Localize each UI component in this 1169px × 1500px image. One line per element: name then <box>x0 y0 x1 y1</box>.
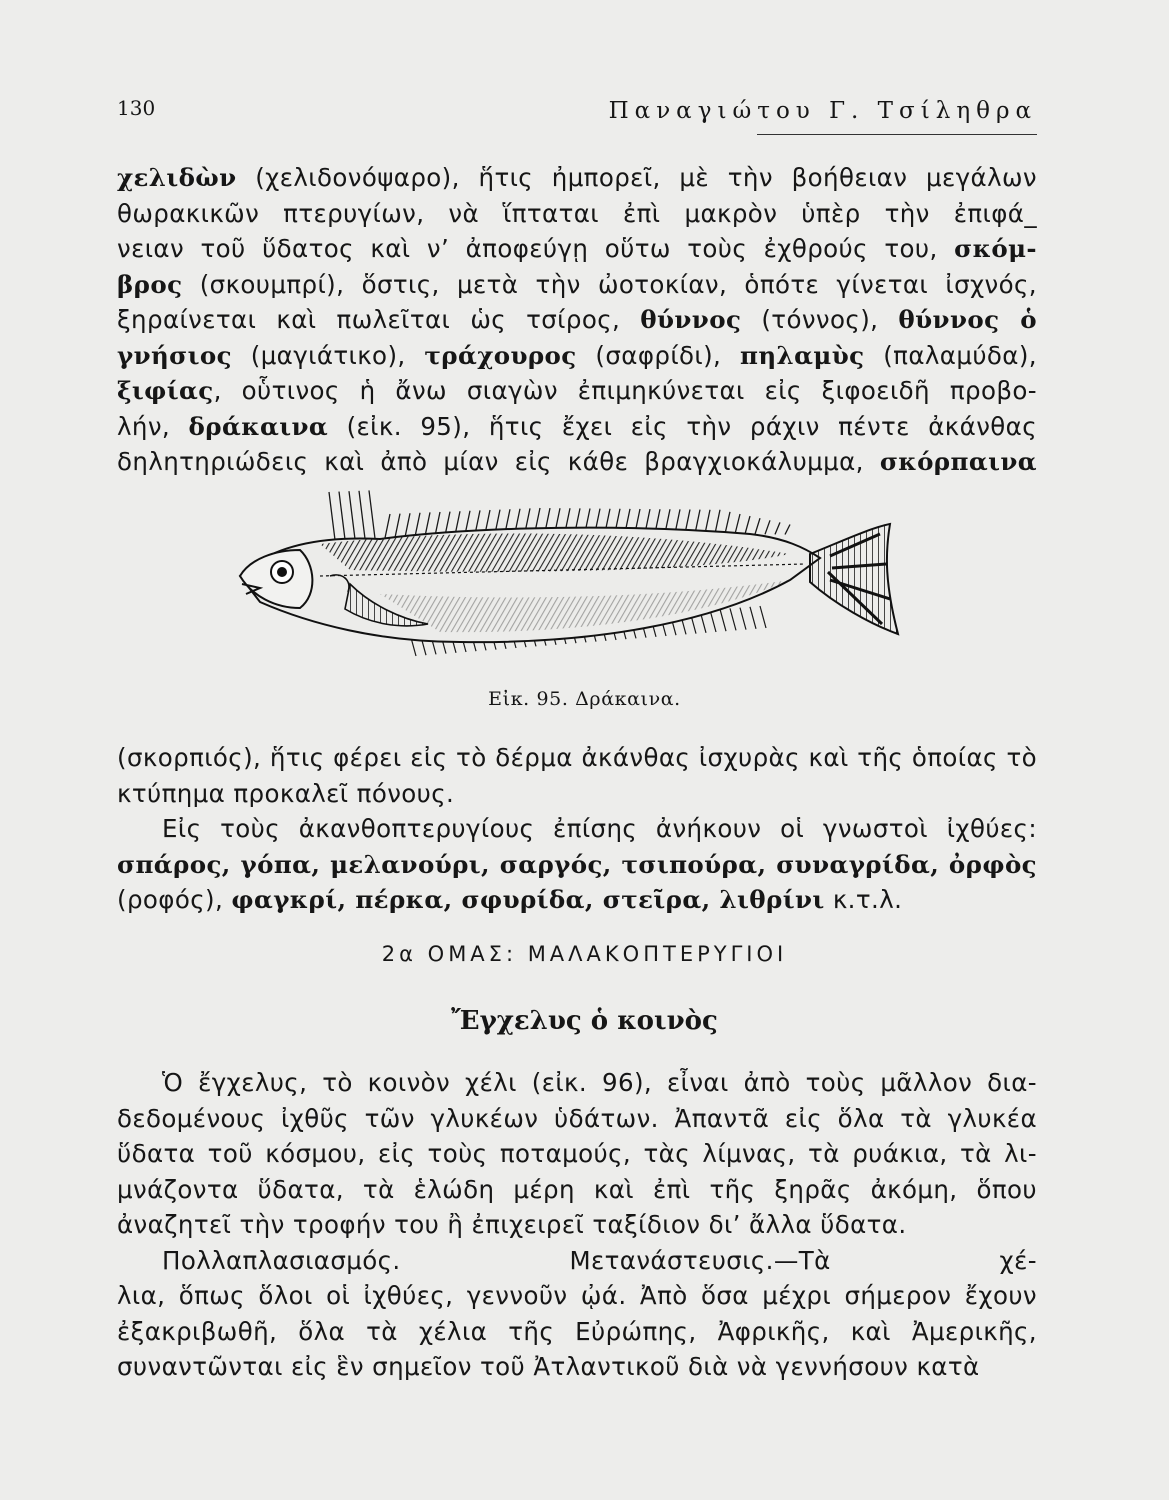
text-segment: θωρακικῶν πτερυγίων, νὰ ἵπταται ἐπὶ μακρὸν ὑπὲρ τὴν ἐπιφά_ <box>117 198 1037 228</box>
text-line <box>117 847 1037 883</box>
text-segment: ὕδατα τοῦ κόσμου, εἰς τοὺς ποταμούς, τὰς λίμνας, τὰ ρυάκια, τὰ λι- <box>117 1139 1037 1168</box>
text-segment: (σκουμπρί), ὅστις, μετὰ τὴν ὠοτοκίαν, ὁπότε γίνεται ἰσχνός, <box>182 269 1037 299</box>
text-segment: ξηραίνεται καὶ πωλεῖται ὡς τσίρος, <box>117 305 641 334</box>
text-segment: συναντῶνται εἰς ἓν σημεῖον τοῦ Ἀτλαντικοῦ διὰ νὰ γεννήσουν κατὰ <box>117 1352 980 1381</box>
text-segment: Πολλαπλασιασμός. Μετανάστευσις.—Τὰ χέ- <box>162 1245 1037 1275</box>
text-line <box>117 1278 1037 1314</box>
text-segment: Εἰς τοὺς ἀκανθοπτερυγίους ἐπίσης ἀνήκουν οἱ γνωστοὶ ἰχθύες: <box>162 814 1037 843</box>
bold-term: χελιδὼν <box>117 163 237 192</box>
text-line <box>117 1065 1037 1101</box>
section-label: 2α ΟΜΑΣ: ΜΑΛΑΚΟΠΤΕΡΥΓΙΟΙ <box>381 942 788 966</box>
text-line <box>117 409 1037 445</box>
figure-caption: Εἰκ. 95. Δράκαινα. <box>488 688 681 710</box>
paragraph-eel <box>117 1065 1037 1385</box>
bold-term: θύννος ὁ <box>898 305 1037 334</box>
figure-drakaina <box>230 484 930 679</box>
section-title: Ἔγχελυς ὁ κοινὸς <box>451 1006 718 1036</box>
text-segment: κτύπημα προκαλεῖ πόνους. <box>117 778 455 808</box>
bold-term: τράχουρος <box>424 340 577 370</box>
text-segment: νειαν τοῦ ὕδατος καὶ ν’ ἀποφεύγῃ οὕτω τοὺς ἐχθρούς του, <box>117 234 955 263</box>
text-line <box>117 1172 1037 1208</box>
text-segment: (ροφός), <box>117 885 232 914</box>
text-line <box>117 1101 1037 1137</box>
bold-term: γνήσιος <box>117 340 232 370</box>
text-line <box>117 302 1037 338</box>
text-segment: κ.τ.λ. <box>824 885 903 914</box>
header-rule <box>757 134 1037 135</box>
bold-term: βρος <box>117 269 183 299</box>
text-line <box>117 1349 1037 1385</box>
text-line <box>117 811 1037 847</box>
text-segment: ἀναζητεῖ τὴν τροφήν του ἢ ἐπιχειρεῖ ταξίδιον δι’ ἄλλα ὕδατα. <box>117 1210 907 1239</box>
text-segment: μνάζοντα ὕδατα, τὰ ἑλώδη μέρη καὶ ἐπὶ τῆς ξηρᾶς ἀκόμη, ὅπου <box>117 1174 1037 1204</box>
text-line <box>117 267 1037 303</box>
text-segment: λήν, <box>117 411 189 441</box>
text-line <box>117 1136 1037 1172</box>
text-segment: (σαφρίδι), <box>576 340 741 370</box>
text-segment: , οὗτινος ἡ ἄνω σιαγὼν ἐπιμηκύνεται εἰς ξιφοειδῆ προβο- <box>213 376 1037 405</box>
text-line <box>117 740 1037 776</box>
running-head: Παναγιώτου Γ. Τσίληθρα <box>608 98 1037 124</box>
text-line <box>117 1243 1037 1279</box>
text-line <box>117 1207 1037 1243</box>
text-line <box>117 231 1037 267</box>
bold-term: θύννος <box>640 305 742 334</box>
text-line <box>117 776 1037 812</box>
bold-term: σκόρπαινα <box>879 447 1037 476</box>
paragraph-fish-list <box>117 160 1037 480</box>
bold-term: δράκαινα <box>188 411 329 441</box>
text-line <box>117 1314 1037 1350</box>
text-segment: δεδομένους ἰχθῦς τῶν γλυκέων ὑδάτων. Ἀπαντᾶ εἰς ὅλα τὰ γλυκέα <box>117 1103 1037 1133</box>
text-segment: (μαγιάτικο), <box>231 340 425 370</box>
text-segment: (σκορπιός), ἥτις φέρει εἰς τὸ δέρμα ἀκάνθας ἰσχυρὰς καὶ τῆς ὁποίας τὸ <box>117 743 1037 772</box>
bold-term: σκόμ- <box>954 234 1037 263</box>
text-line <box>117 160 1037 196</box>
bold-term: φαγκρί, πέρκα, σφυρίδα, στεῖρα, λιθρίνι <box>231 885 825 914</box>
bold-term: ξιφίας <box>117 376 214 405</box>
text-segment: (παλαμύδα), <box>864 340 1037 370</box>
page-header <box>117 96 1037 130</box>
text-segment: ἐξακριβωθῆ, ὅλα τὰ χέλια τῆς Εὐρώπης, Ἀφρικῆς, καὶ Ἀμερικῆς, <box>117 1316 1037 1346</box>
text-line <box>117 196 1037 232</box>
text-segment: (εἰκ. 95), ἥτις ἔχει εἰς τὴν ράχιν πέντε ἀκάνθας <box>328 411 1037 441</box>
text-line <box>117 338 1037 374</box>
text-line <box>117 373 1037 409</box>
text-line <box>117 444 1037 480</box>
page-number: 130 <box>117 96 156 120</box>
bold-term: πηλαμὺς <box>740 340 865 370</box>
text-segment: δηλητηριώδεις καὶ ἀπὸ μίαν εἰς κάθε βραγχιοκάλυμμα, <box>117 447 880 476</box>
tail-fin <box>810 524 898 634</box>
text-segment: λια, ὅπως ὅλοι οἱ ἰχθύες, γεννοῦν ᾠά. Ἀπὸ ὅσα μέχρι σήμερον ἔχουν <box>117 1281 1037 1310</box>
text-line <box>117 882 1037 918</box>
bold-term: σπάρος, γόπα, μελανούρι, σαργός, τσιπούρα, συναγρίδα, ὀρφὸς <box>117 849 1037 879</box>
text-segment: Ὁ ἔγχελυς, τὸ κοινὸν χέλι (εἰκ. 96), εἶναι ἀπὸ τοὺς μᾶλλον δια- <box>162 1068 1037 1097</box>
fish-illustration <box>230 484 930 679</box>
paragraph-acanthopterygii <box>117 740 1037 918</box>
text-segment: (τόννος), <box>741 305 899 334</box>
text-segment: (χελιδονόψαρο), ἥτις ἠμπορεῖ, μὲ τὴν βοήθειαν μεγάλων <box>236 163 1037 192</box>
